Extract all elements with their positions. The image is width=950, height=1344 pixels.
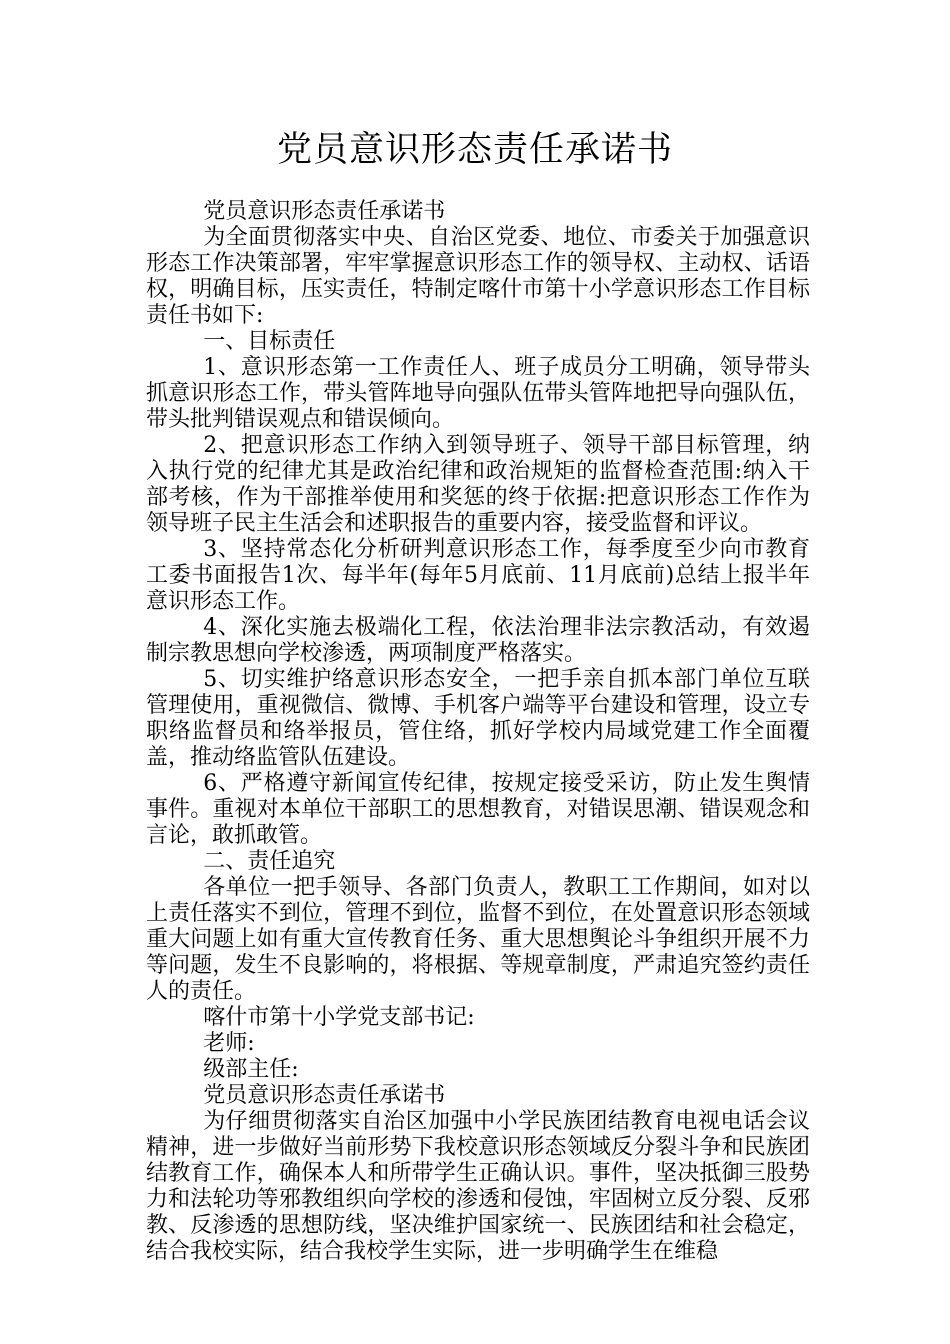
paragraph: 5、切实维护络意识形态安全，一把手亲自抓本部门单位互联管理使用，重视微信、微博、手机客户端等平台建设和管理，设立专职络监督员和络举报员，管住络，抓好学校内局域党建工作全面覆盖，推动络监管队伍建设。 (146, 667, 810, 770)
paragraph: 1、意识形态第一工作责任人、班子成员分工明确，领导带头抓意识形态工作，带头管阵地导向强队伍带头管阵地把导向强队伍，带头批判错误观点和错误倾向。 (146, 355, 810, 432)
paragraph: 为全面贯彻落实中央、自治区党委、地位、市委关于加强意识形态工作决策部署，牢牢掌握意识形态工作的领导权、主动权、话语权，明确目标，压实责任，特制定喀什市第十小学意识形态工作目标责任书如下: (146, 225, 810, 328)
document-title: 党员意识形态责任承诺书 (276, 130, 673, 170)
paragraph: 3、坚持常态化分析研判意识形态工作，每季度至少向市教育工委书面报告1次、每半年(每年5月底前、11月底前)总结上报半年意识形态工作。 (146, 537, 810, 614)
paragraph: 党员意识形态责任承诺书 (203, 199, 446, 224)
paragraph: 6、严格遵守新闻宣传纪律，按规定接受采访，防止发生舆情事件。重视对本单位干部职工的思想教育，对错误思潮、错误观念和言论，敢抓敢管。 (146, 771, 810, 848)
section-heading: 二、责任追究 (203, 849, 336, 874)
paragraph: 党员意识形态责任承诺书 (203, 1083, 446, 1108)
signature-line: 老师: (203, 1031, 255, 1056)
section-heading: 一、目标责任 (203, 329, 336, 354)
signature-line: 喀什市第十小学党支部书记: (203, 1005, 475, 1030)
paragraph: 4、深化实施去极端化工程，依法治理非法宗教活动，有效遏制宗教思想向学校渗透，两项制度严格落实。 (146, 615, 810, 666)
signature-line: 级部主任: (203, 1057, 299, 1082)
paragraph: 2、把意识形态工作纳入到领导班子、领导干部目标管理，纳入执行党的纪律尤其是政治纪律和政治规矩的监督检查范围:纳入干部考核，作为干部推举使用和奖惩的终于依据:把意识形态工作作为领导班子民主生活会和述职报告的重要内容，接受监督和评议。 (146, 433, 810, 536)
document-body (146, 199, 810, 1265)
paragraph: 各单位一把手领导、各部门负责人，教职工工作期间，如对以上责任落实不到位，管理不到位，监督不到位，在处置意识形态领域重大问题上如有重大宣传教育任务、重大思想舆论斗争组织开展不力等问题，发生不良影响的，将根据、等规章制度，严肃追究签约责任人的责任。 (146, 875, 810, 1004)
paragraph: 为仔细贯彻落实自治区加强中小学民族团结教育电视电话会议精神，进一步做好当前形势下我校意识形态领域反分裂斗争和民族团结教育工作，确保本人和所带学生正确认识。事件，坚决抵御三股势力和法轮功等邪教组织向学校的渗透和侵蚀，牢固树立反分裂、反邪教、反渗透的思想防线，坚决维护国家统一、民族团结和社会稳定，结合我校实际，结合我校学生实际，进一步明确学生在维稳 (146, 1109, 810, 1264)
